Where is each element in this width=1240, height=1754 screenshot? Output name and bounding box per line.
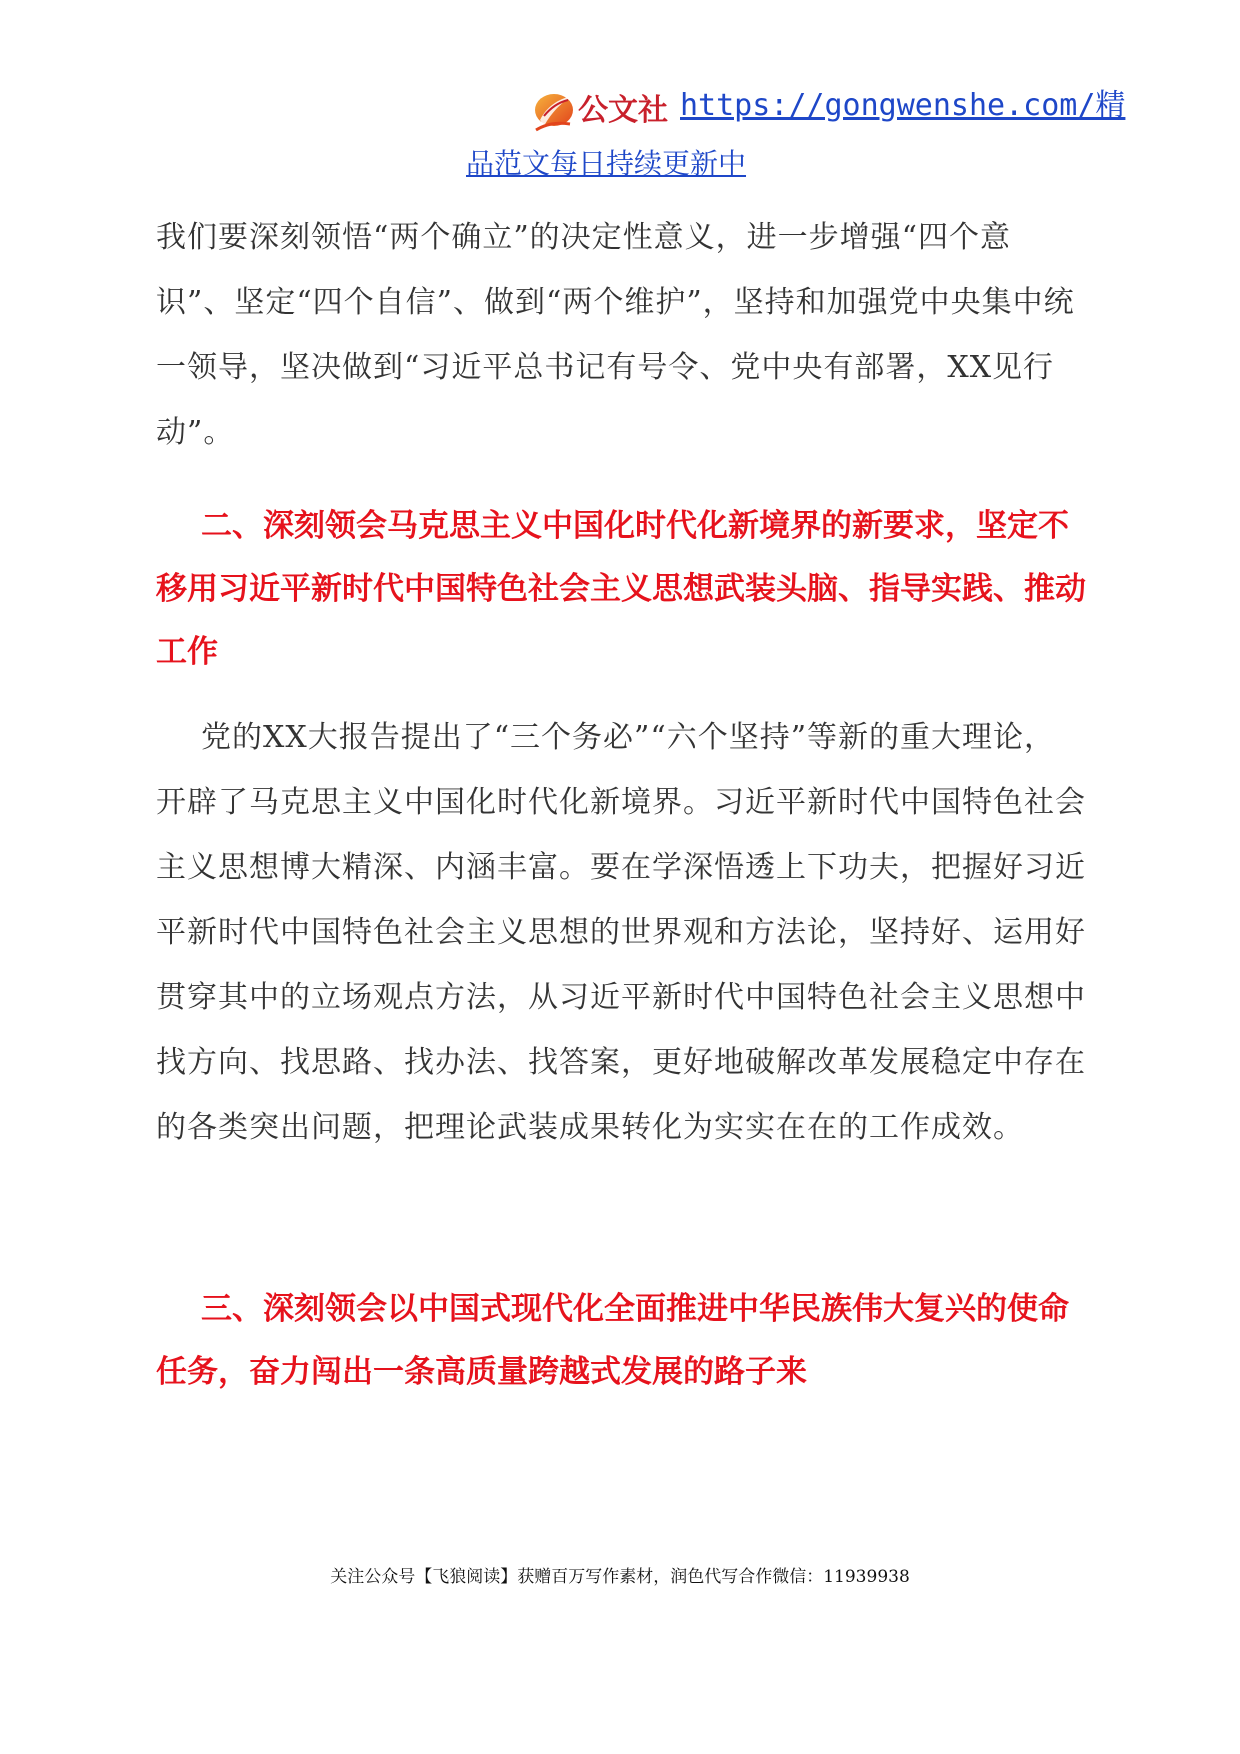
footer-note: 关注公众号【飞狼阅读】获赠百万写作素材，润色代写合作微信：11939938 [330, 1567, 910, 1587]
logo-text: 公文社 [578, 93, 668, 128]
header-url-link[interactable]: https://gongwenshe.com/精 [680, 88, 1126, 123]
body-paragraph-2: 党的XX大报告提出了“三个务必”“六个坚持”等新的重大理论，开辟了马克思主义中国化时代化新境界。习近平新时代中国特色社会主义思想博大精深、内涵丰富。要在学深悟透上下功夫，把握好习近平新时代中国特色社会主义思想的世界观和方法论，坚持好、运用好贯穿其中的立场观点方法，从习近平新时代中国特色社会主义思想中找方向、找思路、找办法、找答案，更好地破解改革发展稳定中存在的各类突出问题，把理论武装成果转化为实实在在的工作成效。 [156, 720, 1086, 1145]
section-heading-2: 二、深刻领会马克思主义中国化时代化新境界的新要求，坚定不移用习近平新时代中国特色社会主义思想武装头脑、指导实践、推动工作 [156, 508, 1086, 670]
section-heading-3: 三、深刻领会以中国式现代化全面推进中华民族伟大复兴的使命任务，奋力闯出一条高质量跨越式发展的路子来 [156, 1291, 1069, 1390]
header-url-link-continued[interactable]: 品范文每日持续更新中 [466, 147, 747, 180]
body-paragraph-1: 我们要深刻领悟“两个确立”的决定性意义，进一步增强“四个意识”、坚定“四个自信”、做到“两个维护”，坚持和加强党中央集中统一领导，坚决做到“习近平总书记有号令、党中央有部署，XX见行动”。 [156, 220, 1075, 450]
gongwenshe-logo[interactable] [530, 86, 690, 146]
logo-leaf-icon [530, 86, 690, 146]
